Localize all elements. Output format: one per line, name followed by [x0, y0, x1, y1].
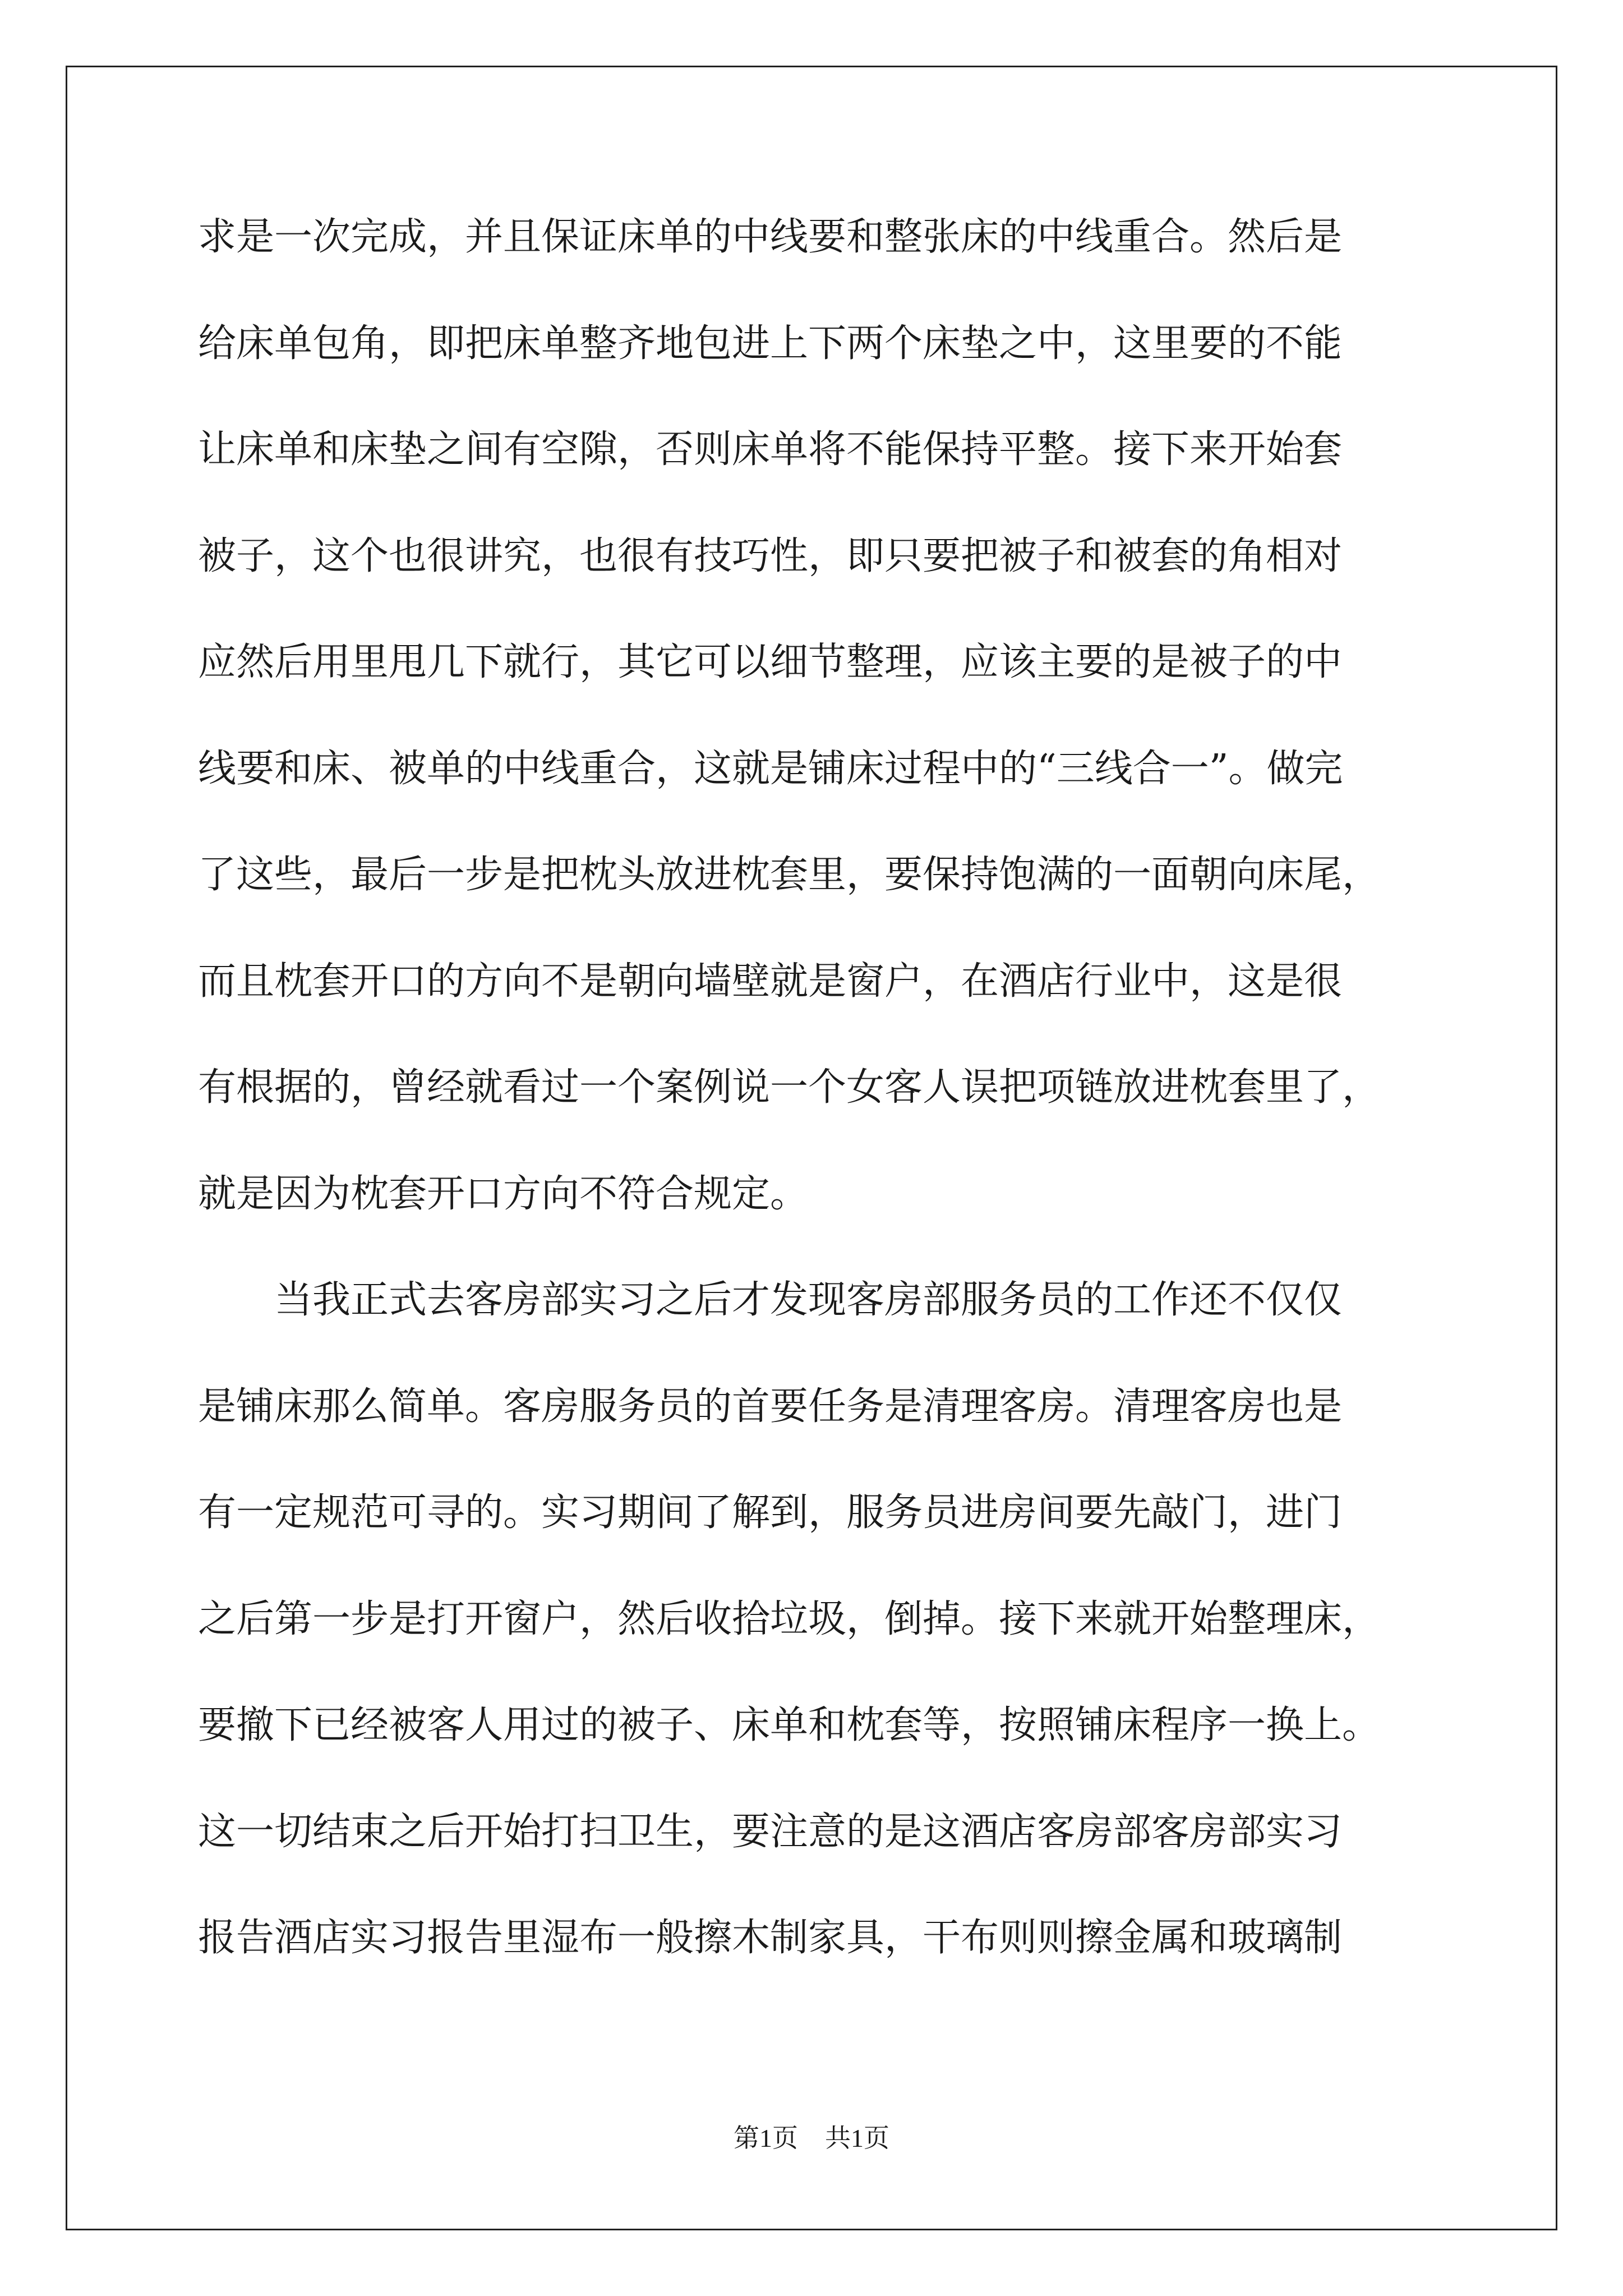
- text-line: 有根据的，曾经就看过一个案例说一个女客人误把项链放进枕套里了，: [198, 1065, 1381, 1110]
- text-line: 被子，这个也很讲究，也很有技巧性，即只要把被子和被套的角相对: [198, 533, 1343, 578]
- text-line: 就是因为枕套开口方向不符合规定。: [198, 1171, 809, 1216]
- text-line: 是铺床那么简单。客房服务员的首要任务是清理客房。清理客房也是: [198, 1384, 1343, 1429]
- paragraph-start-line: 当我正式去客房部实习之后才发现客房部服务员的工作还不仅仅: [274, 1278, 1343, 1322]
- text-line: 给床单包角，即把床单整齐地包进上下两个床垫之中，这里要的不能: [198, 321, 1343, 366]
- text-line: 有一定规范可寻的。实习期间了解到，服务员进房间要先敲门，进门: [198, 1490, 1343, 1535]
- page-number: 第1页: [734, 2124, 798, 2152]
- text-line: 之后第一步是打开窗户，然后收拾垃圾，倒掉。接下来就开始整理床，: [198, 1596, 1381, 1641]
- text-line: 求是一次完成，并且保证床单的中线要和整张床的中线重合。然后是: [198, 215, 1343, 259]
- text-line: 线要和床、被单的中线重合，这就是铺床过程中的“三线合一”。做完: [198, 746, 1343, 791]
- text-line: 要撤下已经被客人用过的被子、床单和枕套等，按照铺床程序一换上。: [198, 1703, 1381, 1747]
- text-line: 报告酒店实习报告里湿布一般擦木制家具，干布则则擦金属和玻璃制: [198, 1916, 1343, 1960]
- text-line: 而且枕套开口的方向不是朝向墙壁就是窗户，在酒店行业中，这是很: [198, 959, 1343, 1004]
- text-line: 让床单和床垫之间有空隙，否则床单将不能保持平整。接下来开始套: [198, 427, 1343, 472]
- text-line: 这一切结束之后开始打扫卫生，要注意的是这酒店客房部客房部实习: [198, 1809, 1343, 1854]
- text-line: 应然后用里甩几下就行，其它可以细节整理，应该主要的是被子的中: [198, 640, 1343, 684]
- page-footer: [0, 2122, 1623, 2155]
- text-line: 了这些，最后一步是把枕头放进枕套里，要保持饱满的一面朝向床尾，: [198, 853, 1381, 897]
- document-body: [198, 216, 1437, 2023]
- page-total: 共1页: [825, 2124, 889, 2152]
